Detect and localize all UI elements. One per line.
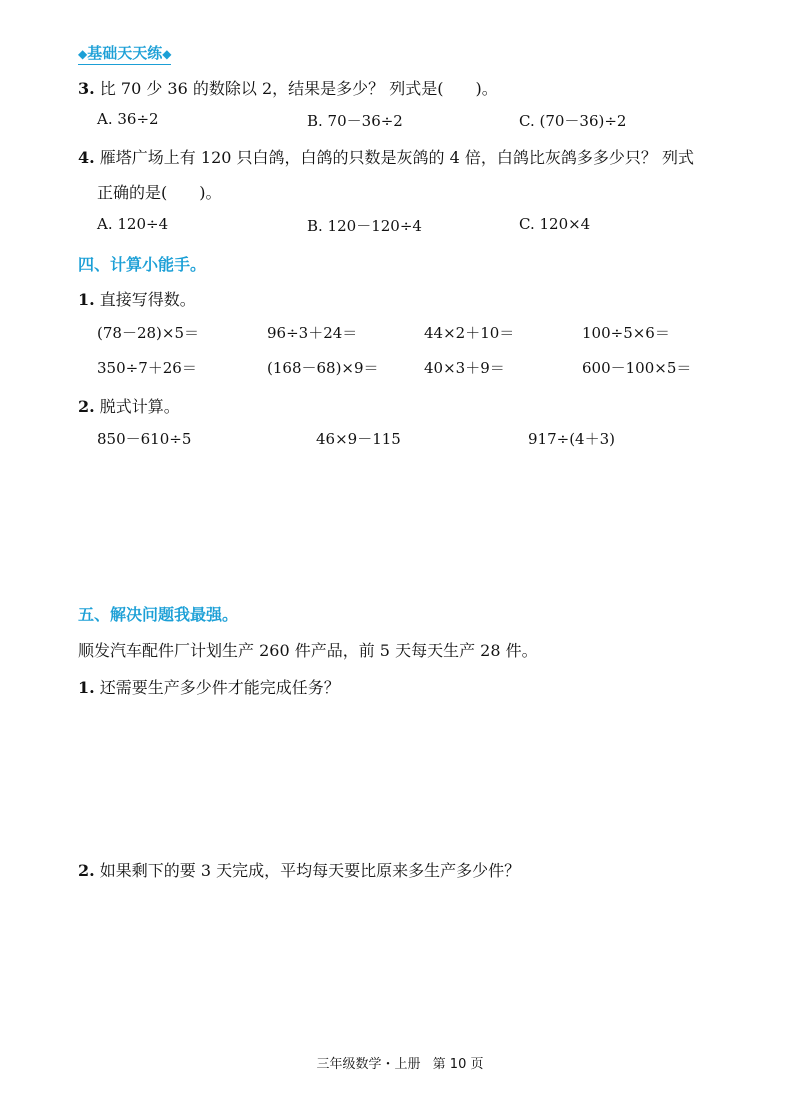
- badge-label: 基础天天练: [87, 44, 163, 62]
- question-text: 比 70 少 36 的数除以 2，结果是多少？ 列式是( )。: [99, 79, 498, 98]
- option-c: C. (70－36)÷2: [519, 112, 627, 130]
- calc-item: 917÷(4＋3): [528, 430, 615, 448]
- section-4-title: 四、计算小能手。: [78, 255, 207, 274]
- question-text: 直接写得数。: [99, 290, 196, 309]
- question-text: 还需要生产多少件才能完成任务？: [99, 678, 340, 697]
- calc-item: 46×9－115: [316, 430, 401, 448]
- question-number: 2.: [78, 397, 95, 416]
- question-number: 3.: [78, 79, 95, 98]
- calc-item: (168－68)×9＝: [267, 359, 379, 377]
- question-text: 雁塔广场上有 120 只白鸽，白鸽的只数是灰鸽的 4 倍，白鸽比灰鸽多多少只？ 列式: [99, 148, 694, 167]
- calc-item: 850－610÷5: [97, 430, 192, 448]
- problem-intro: 顺发汽车配件厂计划生产 260 件产品，前 5 天每天生产 28 件。: [78, 641, 538, 660]
- option-b: B. 70－36÷2: [307, 112, 403, 130]
- option-c: C. 120×4: [519, 215, 591, 233]
- section-badge: [78, 42, 171, 65]
- question-4: [78, 145, 694, 168]
- question-number: 4.: [78, 148, 95, 167]
- diamond-right-icon: ◆: [162, 47, 172, 61]
- diamond-left-icon: ◆: [78, 47, 88, 61]
- calc-item: 600－100×5＝: [582, 359, 692, 377]
- question-number: 1.: [78, 678, 95, 697]
- question-4-line2: 正确的是( )。: [97, 183, 222, 202]
- question-text: 如果剩下的要 3 天完成，平均每天要比原来多生产多少件？: [99, 861, 521, 880]
- question-number: 1.: [78, 290, 95, 309]
- calc-item: 40×3＋9＝: [424, 359, 505, 377]
- option-b: B. 120－120÷4: [307, 217, 422, 235]
- page-number: 第 10 页: [432, 1057, 484, 1072]
- option-a: A. 120÷4: [97, 215, 169, 233]
- sub-question-2: [78, 394, 180, 417]
- section-5-title: 五、解决问题我最强。: [78, 605, 239, 624]
- question-number: 2.: [78, 861, 95, 880]
- sub-question-1: [78, 287, 196, 310]
- book-title: 三年级数学・上册: [316, 1057, 421, 1072]
- option-a: A. 36÷2: [97, 110, 159, 128]
- problem-question-1: [78, 675, 340, 698]
- question-text: 脱式计算。: [99, 397, 180, 416]
- calc-item: (78－28)×5＝: [97, 324, 199, 342]
- calc-item: 100÷5×6＝: [582, 324, 670, 342]
- page-footer: [0, 1053, 800, 1072]
- calc-item: 96÷3＋24＝: [267, 324, 358, 342]
- problem-question-2: [78, 858, 520, 881]
- calc-item: 44×2＋10＝: [424, 324, 515, 342]
- calc-item: 350÷7＋26＝: [97, 359, 197, 377]
- question-3: [78, 76, 498, 99]
